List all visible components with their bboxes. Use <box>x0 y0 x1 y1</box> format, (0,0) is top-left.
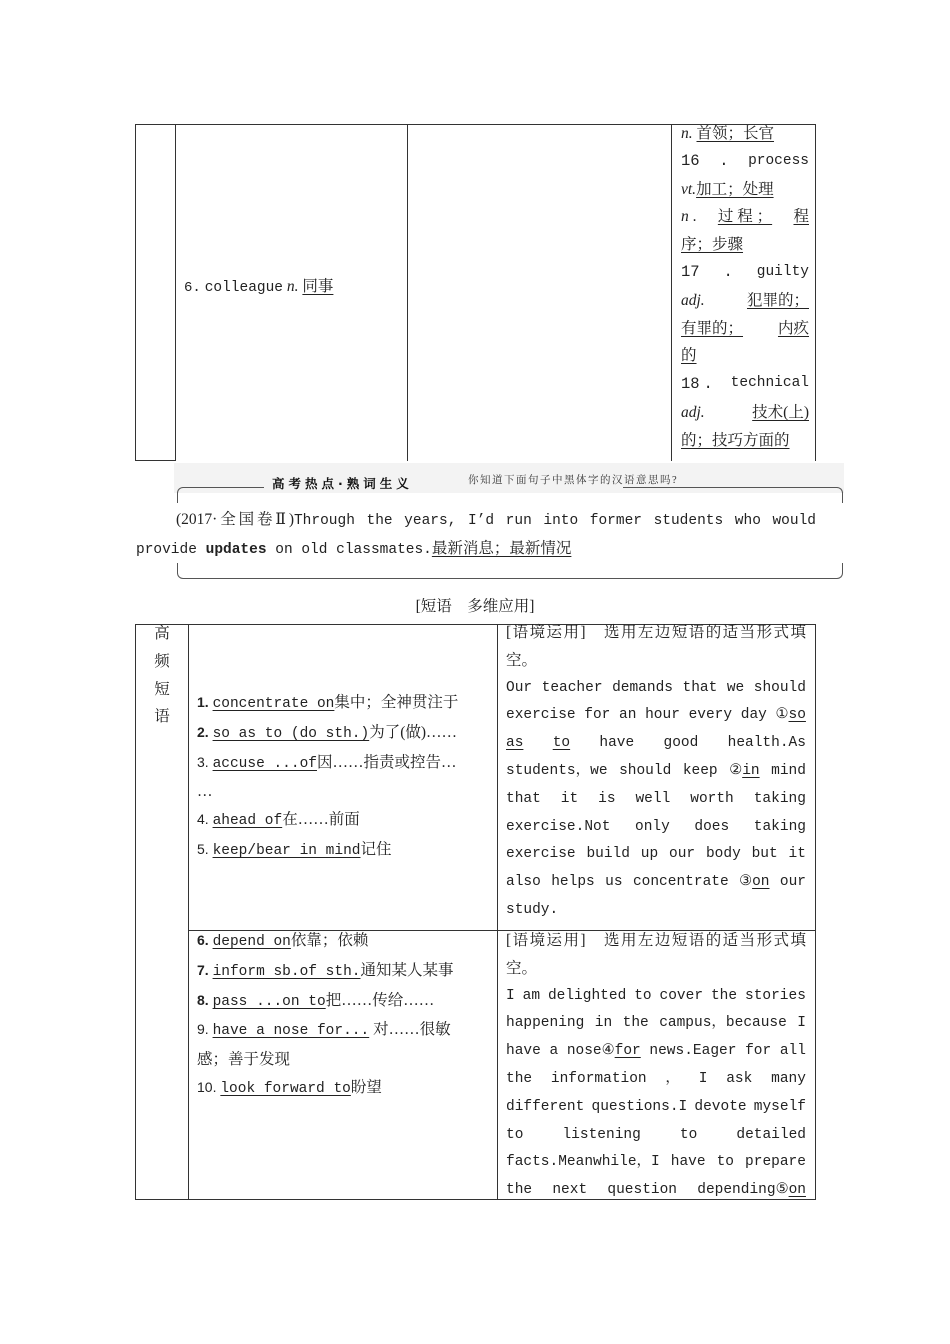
context-heading: [语境运用] 选用左边短语的适当形式填空。 <box>506 932 806 977</box>
side-label-char: 频 <box>154 652 170 670</box>
side-label-char: 短 <box>154 680 170 698</box>
side-label-char: 高 <box>154 625 170 642</box>
phrase-text: ahead of <box>212 813 283 830</box>
phrase-text: have a nose for... <box>212 1023 370 1040</box>
part-of-speech: adj. <box>681 403 705 421</box>
part-of-speech: adj. <box>681 291 705 309</box>
phrase-item-continued <box>197 1046 454 1074</box>
phrase-meaning: 对……很敏 <box>373 1021 451 1039</box>
context-line: students，we should keep ②in mind <box>506 762 806 779</box>
vocab-meaning: 程 <box>793 208 809 226</box>
phrase-item <box>197 689 458 719</box>
context-line: study. <box>506 901 559 918</box>
item-number: 16 <box>681 151 700 170</box>
phrase-meaning: 盼望 <box>350 1078 382 1096</box>
context-line: the information ， I ask many <box>506 1070 806 1087</box>
vocab-line <box>681 259 809 287</box>
table-border-left <box>135 624 136 1200</box>
item-number: 3. <box>197 753 209 770</box>
vocab-word: guilty <box>756 263 809 280</box>
vocab-meaning: 序；步骤 <box>681 236 744 254</box>
phrase-meaning: 把……传给…… <box>325 991 435 1009</box>
phrase-text: so as to (do sth.) <box>212 725 370 742</box>
answer: 最新消息；最新情况 <box>431 540 572 557</box>
context-heading: [语境运用] 选用左边短语的适当形式填空。 <box>506 624 806 669</box>
item-number: 9. <box>197 1021 209 1038</box>
table-border-right <box>815 624 816 1200</box>
table-divider <box>497 624 498 1200</box>
phrase-item <box>197 1074 454 1104</box>
phrase-text: inform sb.of sth. <box>212 963 361 980</box>
vocab-meaning: 的；技巧方面的 <box>681 431 790 449</box>
phrase-meaning: 感；善于发现 <box>197 1051 291 1069</box>
vocab-meaning: 的 <box>681 347 697 365</box>
sentence-text: Through the years, I’d run into former students who would provide <box>136 513 816 558</box>
hot-words-title: 高考热点·熟词生义 <box>272 476 413 491</box>
vocab-word: technical <box>730 375 809 392</box>
side-label-char: 语 <box>154 708 170 726</box>
vocab-meaning: 首领；长官 <box>696 125 775 142</box>
item-number: 6. <box>197 932 209 948</box>
item-number: 6. <box>184 280 201 296</box>
hot-words-frame-bottom <box>177 563 843 579</box>
context-line: as to have good health.As <box>506 735 806 752</box>
phrase-item <box>197 836 458 866</box>
context-line: facts.Meanwhile，I have to prepare <box>506 1154 806 1171</box>
item-number: 10. <box>197 1078 217 1095</box>
context-line: to listening to detailed <box>506 1126 806 1143</box>
vocab-line <box>681 287 809 315</box>
phrase-meaning: 在……前面 <box>282 811 360 829</box>
hot-words-hint: 你知道下面句子中黑体字的汉语意思吗? <box>468 475 679 486</box>
table-divider <box>671 124 672 461</box>
context-line: exercise.Not only does taking <box>506 818 806 835</box>
table-border-bottom <box>135 460 175 461</box>
context-line: Our teacher demands that we should <box>506 679 806 696</box>
highlighted-word: updates <box>205 542 267 558</box>
phrase-text: accuse ...of <box>212 755 317 772</box>
context-line: I am delighted to cover the stories <box>506 987 806 1004</box>
phrase-text: depend on <box>212 934 291 950</box>
phrase-item <box>197 1016 454 1046</box>
vocab-line <box>681 399 809 427</box>
phrase-text: look forward to <box>220 1080 351 1097</box>
item-number: 18 <box>681 375 700 394</box>
vocab-line <box>681 148 809 176</box>
phrase-list-1 <box>197 689 458 866</box>
vocab-meaning: 内疚 <box>777 319 809 337</box>
phrase-text: keep/bear in mind <box>212 842 361 859</box>
context-exercise-1 <box>506 619 806 925</box>
context-exercise-2 <box>506 927 806 1205</box>
item-dot: . <box>719 151 729 170</box>
phrase-item <box>197 957 454 987</box>
vocab-word: process <box>748 152 809 169</box>
phrase-item <box>197 749 458 779</box>
phrase-item <box>197 719 458 749</box>
side-label-high-frequency-phrases <box>152 620 172 731</box>
item-dot: . <box>692 208 697 226</box>
item-dot: . <box>703 375 713 394</box>
context-line: have a nose④for news.Eager for all <box>506 1043 806 1060</box>
item-number: 4. <box>197 811 209 828</box>
vocab-meaning: 同事 <box>302 278 334 295</box>
phrase-meaning: 为了(做)…… <box>369 723 458 741</box>
phrase-item <box>197 927 454 957</box>
phrase-meaning: 因……指责或控告… <box>316 753 457 771</box>
context-line: exercise build up our body but it <box>506 846 806 863</box>
vocab-line <box>681 231 809 259</box>
vocab-meaning: 过 程 ； <box>717 208 773 226</box>
phrase-text: pass ...on to <box>212 993 326 1010</box>
vocab-line <box>681 176 809 204</box>
phrase-item <box>197 806 458 836</box>
phrase-meaning: … <box>197 783 213 801</box>
vocab-line <box>681 427 809 455</box>
item-number: 8. <box>197 991 209 1008</box>
phrase-text: concentrate on <box>212 696 335 712</box>
vocab-meaning: 有罪的； <box>681 319 744 337</box>
context-line: different questions.I devote myself <box>506 1098 806 1115</box>
part-of-speech: n. <box>286 278 299 295</box>
context-line: that it is well worth taking <box>506 790 806 807</box>
phrase-meaning: 依靠；依赖 <box>290 932 369 949</box>
item-number: 2. <box>197 723 209 740</box>
phrase-item-continued <box>197 778 458 806</box>
phrase-meaning: 记住 <box>360 840 392 858</box>
table-border-right <box>815 124 816 461</box>
vocab-meaning: 犯罪的； <box>746 291 809 309</box>
part-of-speech: n. <box>681 125 693 142</box>
sentence-text: on old classmates. <box>266 542 432 558</box>
context-line: exercise for an hour every day ①so <box>506 707 806 724</box>
item-number: 1. <box>197 694 209 710</box>
item-number: 5. <box>197 840 209 857</box>
item-number: 17 <box>681 262 700 281</box>
vocab-column-4 <box>681 120 809 455</box>
vocab-word: colleague <box>204 280 284 296</box>
table-divider <box>407 124 408 461</box>
context-line: the next question depending⑤on <box>506 1182 806 1199</box>
context-line: happening in the campus，because I <box>506 1015 806 1032</box>
item-number: 7. <box>197 961 209 978</box>
item-dot: . <box>723 262 733 281</box>
phrase-item <box>197 987 454 1017</box>
vocab-meaning: 加工；处理 <box>696 180 774 198</box>
phrase-list-2 <box>197 927 454 1104</box>
vocab-line <box>681 370 809 399</box>
vocab-line <box>681 120 809 148</box>
part-of-speech: n <box>681 208 689 226</box>
vocab-meaning: 技术(上) <box>752 403 809 421</box>
vocab-line <box>681 315 809 343</box>
phrase-meaning: 集中；全神贯注于 <box>334 694 459 711</box>
vocab-line <box>681 203 809 231</box>
phrase-meaning: 通知某人某事 <box>360 961 454 979</box>
part-of-speech: vt. <box>681 180 697 198</box>
vocab-line <box>681 342 809 370</box>
vocab-item-6 <box>184 273 333 303</box>
section-title: [短语 多维应用] <box>415 598 535 615</box>
table-border-left <box>135 124 136 461</box>
table-divider <box>175 124 176 461</box>
hot-words-sentence <box>136 506 816 564</box>
table-divider <box>188 624 189 1200</box>
context-line: also helps us concentrate ③on our <box>506 874 806 891</box>
sentence-source: (2017·全国卷Ⅱ) <box>176 511 294 528</box>
